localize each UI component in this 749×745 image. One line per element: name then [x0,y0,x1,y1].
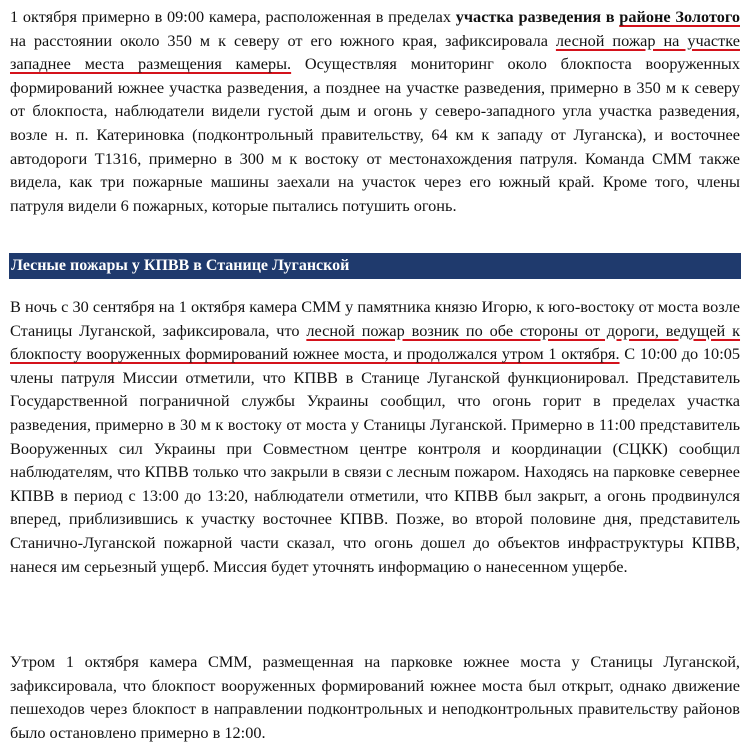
para1-underlined-fire: лесной пожар на участке западнее места размещения камеры. [10,30,740,74]
paragraph-stanytsia-fire [10,295,740,578]
para2-text-1: В ночь с 30 сентября на 1 октября камера СММ у памятника князю Игорю, к юго-востоку от моста возле Станицы Луганской, зафиксировала, что [10,297,740,340]
paragraph-checkpoint: Утром 1 октября камера СММ, размещенная на парковке южнее моста у Станицы Луганской, зафиксировала, что блокпост вооруженных формирований южнее моста был открыт, однако движение пешеходов через блокпост в направлении подконтрольных и неподконтрольных правительству районов было остановлено примерно в 12:00. [10,652,740,742]
para2-text-2: С 10:00 до 10:05 члены патруля Миссии отметили, что КПВВ в Станице Луганской функционировал. Представитель Государственной пограничной службы Украины сообщил, что огонь горит в пределах участка разведения, примерно в 30 м к востоку от моста у Станицы Луганской. Примерно в 11:00 представитель Вооруженных сил Украины при Совместном центре контроля и координации (СЦКК) сообщил наблюдателям, что КПВВ только что закрыли в связи с лесным пожаром. Находясь на парковке севернее КПВВ в период с 13:00 до 13:20, наблюдатели отметили, что КПВВ был закрыт, а огонь продвинулся вперед, приблизившись к участку восточнее КПВВ. Позже, во второй половине дня, представитель Станично-Луганской пожарной части сказал, что огонь дошел до объектов инфраструктуры КПВВ, нанеся им серьезный ущерб. Миссия будет уточнять информацию о нанесенном ущербе. [10,344,740,576]
para1-text-1: 1 октября примерно в 09:00 камера, расположенная в пределах [10,7,456,26]
para1-bold-area: участка разведения в [455,7,620,26]
paragraph-zolote-fire [10,5,740,217]
para1-text-2: на расстоянии около 350 м к северу от его южного края, зафиксировала [10,30,556,50]
section-heading: Лесные пожары у КПВВ в Станице Луганской [9,253,741,279]
para2-underlined-fire: лесной пожар возник по обе стороны от дороги, ведущей к блокпосту вооруженных формирований южнее моста, и продолжался утром 1 октября. [10,320,741,364]
para1-text-3: Осуществляя мониторинг около блокпоста вооруженных формирований южнее участка разведения, а позднее на участке разведения, примерно в 350 м к северу от блокпоста, наблюдатели видели густой дым и огонь у северо-западного угла участка разведения, возле н. п. Катериновка (подконтрольный правительству, 64 км к западу от Луганска), и восточнее автодороги Т1316, примерно в 300 м к востоку от местонахождения патруля. Команда СММ также видела, как три пожарные машины заехали на участок через его южный край. Кроме того, члены патруля видели 6 пожарных, которые пытались потушить огонь. [10,54,740,215]
para1-bold-underlined-area: районе Золотого [619,7,740,26]
